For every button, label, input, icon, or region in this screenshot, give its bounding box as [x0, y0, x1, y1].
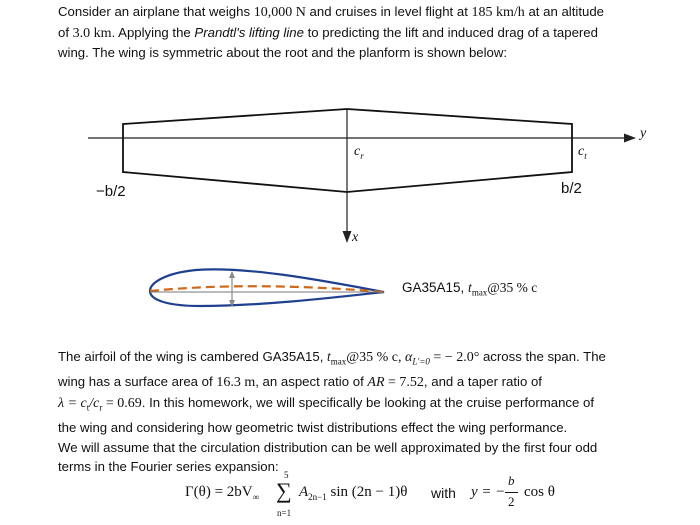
taper-ratio-symbol: /c [89, 395, 100, 411]
airfoil-label [402, 280, 537, 298]
v-infinity-subscript: ∞ [252, 492, 260, 502]
fraction-bar [505, 492, 518, 493]
y-axis-arrowhead [624, 134, 636, 143]
tmax-location: @35 % c, [346, 350, 405, 365]
intro-text: of [58, 24, 73, 40]
tmax-symbol: t [468, 280, 472, 295]
body-text: . In this homework, we will specifically be looking at the cruise performance of [141, 394, 595, 410]
body-text: terms in the Fourier series expansion: [58, 459, 279, 475]
aspect-ratio-value: = 7.52 [384, 375, 424, 391]
root-chord-label [354, 144, 364, 161]
sum-lower-limit: n=1 [277, 508, 292, 518]
taper-ratio-symbol: λ = c [58, 395, 87, 411]
alpha-subscript: L′=0 [412, 356, 430, 367]
sine-term: sin (2n − 1)θ [326, 484, 408, 500]
sum-upper-limit: 5 [284, 470, 289, 480]
tmax-location: @35 % c [487, 280, 538, 295]
intro-paragraph [58, 2, 676, 63]
summation-symbol: ∑ [276, 478, 292, 503]
airfoil-name: GA35A15, [402, 280, 469, 295]
body-paragraph [58, 347, 676, 477]
tip-chord-text: c [578, 144, 585, 159]
tip-chord-subscript: t [584, 150, 587, 161]
intro-text: Consider an airplane that weighs [58, 4, 254, 19]
tip-chord-label [578, 144, 587, 161]
intro-text: and cruises in level flight at [305, 4, 472, 19]
fourier-term [299, 484, 407, 502]
aspect-ratio-symbol: AR [367, 375, 385, 391]
alpha-symbol: α [404, 350, 413, 365]
cosine-term: cos θ [524, 484, 555, 500]
zero-lift-angle: = − 2.0° [429, 350, 480, 365]
tmax-subscript: max [330, 356, 347, 367]
tip-subscript: t [86, 402, 90, 413]
intro-text: wing. The wing is symmetric about the root and the planform is shown below: [58, 45, 508, 61]
method-name: Prandtl's lifting line [194, 24, 304, 40]
root-chord-text: c [354, 144, 361, 159]
x-axis-label [352, 230, 358, 246]
intro-text: at an altitude [524, 4, 604, 19]
coefficient-subscript: 2n−1 [308, 492, 327, 502]
weight-value: 10,000 N [253, 5, 306, 20]
root-subscript: r [99, 402, 103, 413]
y-axis-label: y [640, 126, 647, 141]
x-axis-text: x [352, 230, 359, 245]
intro-text: . Applying the [111, 24, 195, 40]
with-word: with [431, 485, 456, 501]
speed-value: 185 km/h [471, 5, 525, 20]
tmax-symbol: t [327, 349, 331, 364]
coefficient-symbol: A [299, 484, 309, 500]
circulation-equation [175, 470, 595, 525]
body-text: , and a taper ratio of [423, 374, 542, 390]
fraction-denominator: 2 [508, 494, 515, 509]
altitude-value: 3.0 km [72, 25, 112, 41]
wing-planform-diagram [0, 95, 700, 245]
gamma-expression: Γ(θ) = 2bV [185, 484, 253, 500]
body-text: the wing and considering how geometric twist distributions effect the wing performance. [58, 420, 568, 436]
surface-area-value: 16.3 m [216, 375, 256, 391]
body-text: wing has a surface area of [58, 374, 217, 390]
body-text: , an aspect ratio of [255, 374, 368, 390]
equation-lhs [185, 484, 259, 502]
y-equation: y = − [471, 484, 506, 500]
body-text: We will assume that the circulation distribution can be well approximated by the first four odd [58, 439, 598, 455]
x-axis-arrowhead [343, 231, 352, 243]
thickness-arrow-top [229, 271, 235, 278]
body-text: The airfoil of the wing is cambered GA35A15, [58, 349, 328, 364]
left-tip-label: −b/2 [96, 183, 126, 200]
tmax-subscript: max [471, 287, 488, 298]
root-chord-subscript: r [360, 150, 364, 161]
body-text: across the span. The [479, 349, 606, 364]
fraction-numerator: b [508, 473, 515, 488]
camber-line [150, 286, 384, 292]
intro-text: to predicting the lift and induced drag of a tapered [303, 24, 598, 40]
airfoil-sketch [0, 255, 700, 315]
taper-ratio-value: = 0.69 [102, 395, 142, 411]
right-tip-label: b/2 [561, 180, 582, 197]
